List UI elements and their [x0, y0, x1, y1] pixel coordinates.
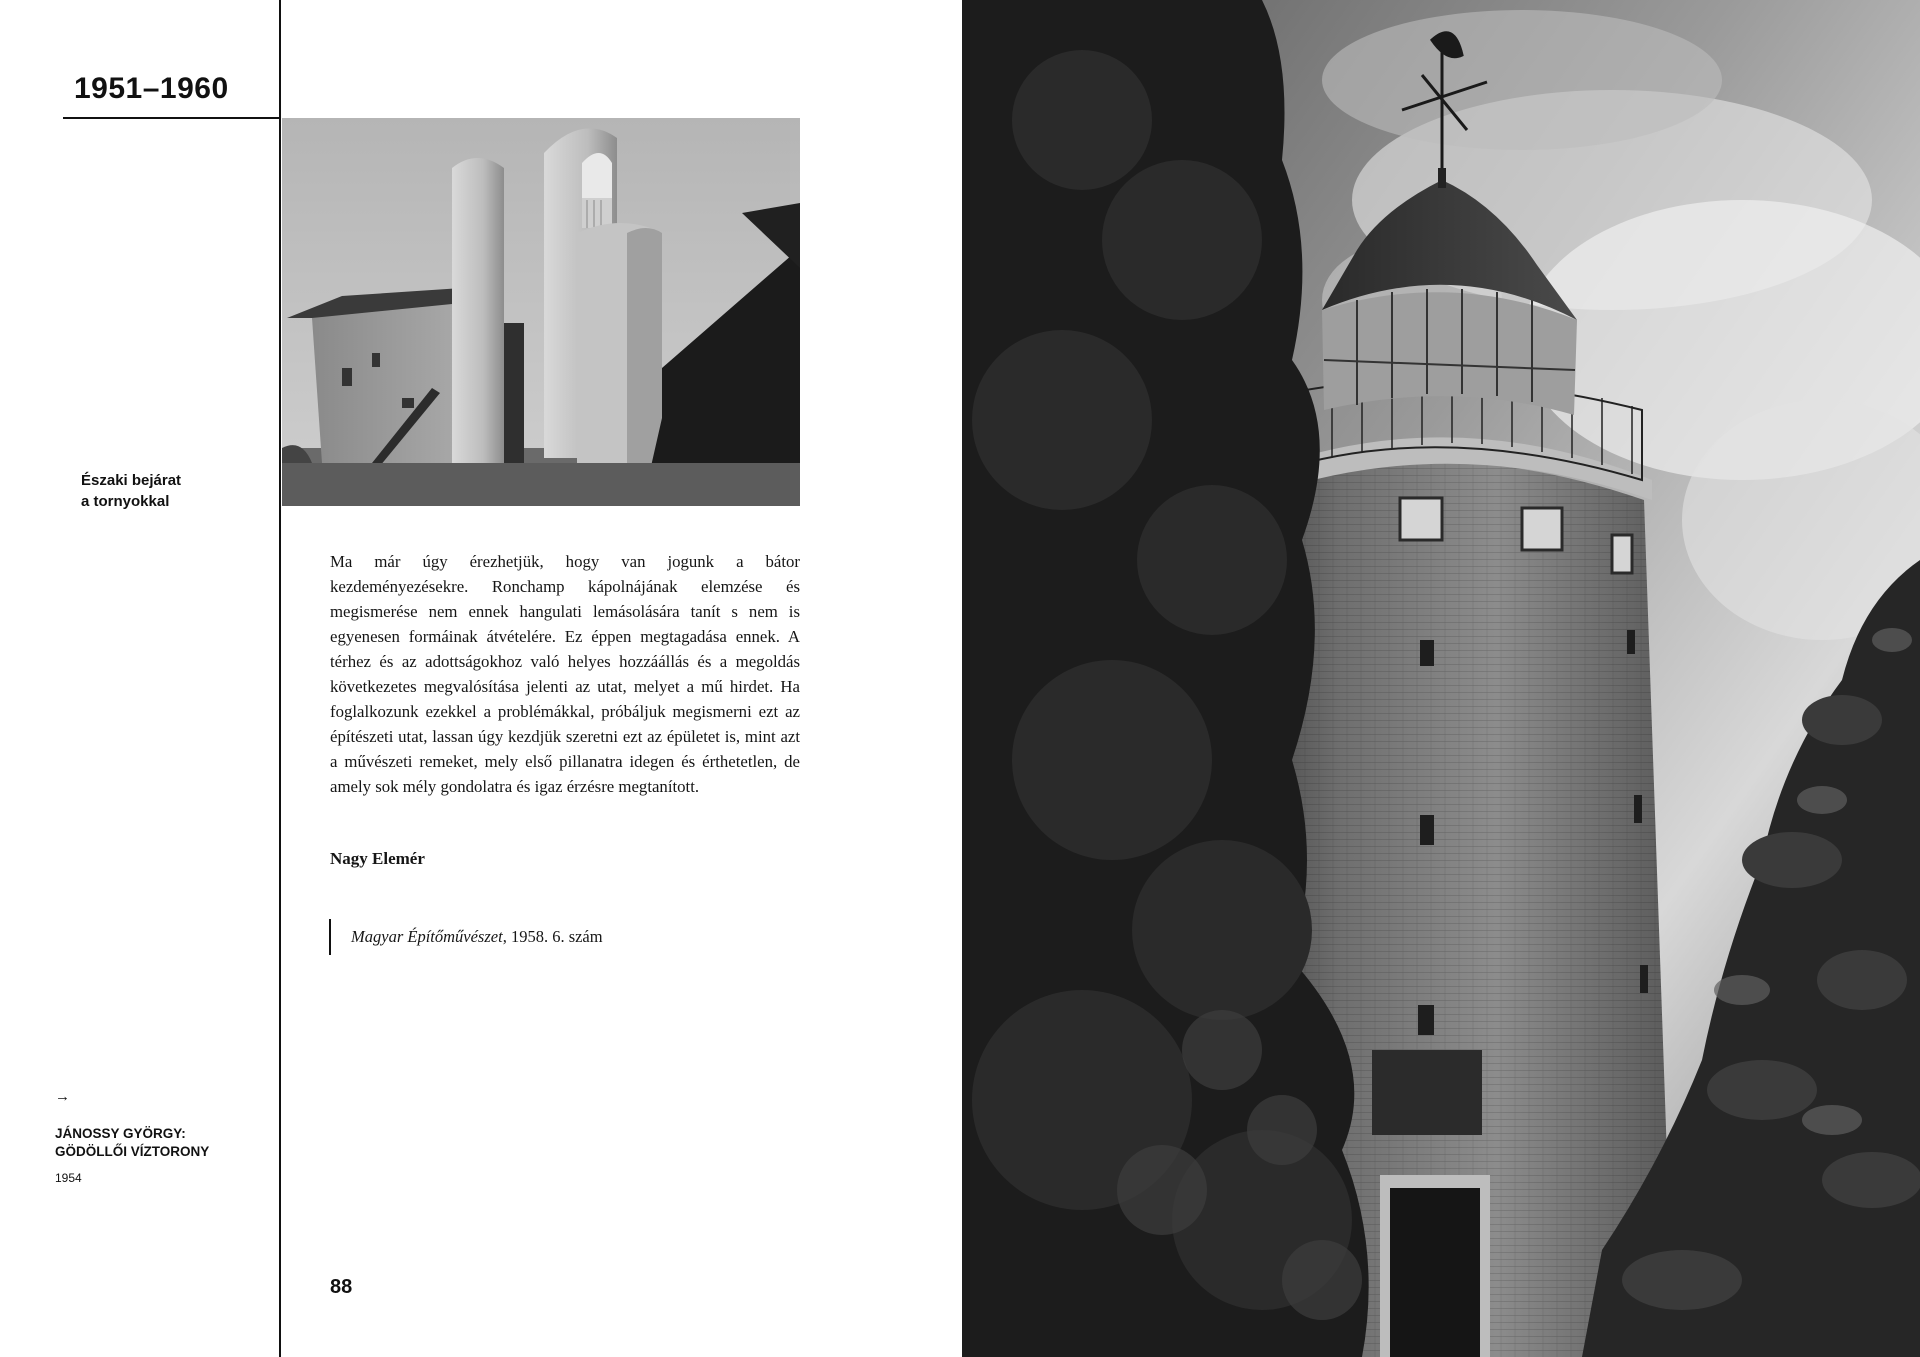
photo-caption	[81, 470, 261, 512]
title-rule	[63, 117, 281, 119]
source-issue: , 1958. 6. szám	[502, 927, 603, 946]
water-tower-photo	[962, 0, 1920, 1357]
chapel-photo	[282, 118, 800, 506]
period-title: 1951–1960	[74, 72, 229, 105]
caption-line-2: a tornyokkal	[81, 493, 170, 510]
author-name: Nagy Elemér	[330, 849, 425, 868]
arrow-right-icon: →	[55, 1088, 70, 1105]
reference-year: 1954	[55, 1171, 82, 1185]
caption-line-1: Északi bejárat	[81, 472, 182, 489]
source-publication: Magyar Építőművészet	[351, 927, 503, 946]
source-citation	[329, 919, 603, 955]
page-number: 88	[330, 1276, 353, 1298]
reference-title	[55, 1125, 265, 1161]
reference-title-line-2: GÖDÖLLŐI VÍZTORONY	[55, 1144, 210, 1159]
column-divider	[279, 0, 281, 1357]
body-paragraph: Ma már úgy érezhetjük, hogy van jogunk a bátor kezdeményezésekre. Ronchamp kápolnájának elemzése és megismerése nem ennek hangulati lemásolására tanít s nem is egyenesen formáinak átvételére. Ez éppen megtagadása ennek. A térhez és az adottságokhoz való helyes hozzáállás és a megoldás következetes megvalósítása jelenti az utat, melyet a mű hirdet. Ha foglalkozunk ezekkel a problémákkal, próbáljuk megismerni ezt az építészeti utat, lassan úgy kezdjük szeretni ezt az épületet is, mint azt a művészeti remeket, mely első pillanatra idegen és érthetetlen, de amely sok mély gondolatra és igaz érzésre megtanított.	[330, 552, 800, 796]
reference-title-line-1: JÁNOSSY GYÖRGY:	[55, 1126, 186, 1141]
